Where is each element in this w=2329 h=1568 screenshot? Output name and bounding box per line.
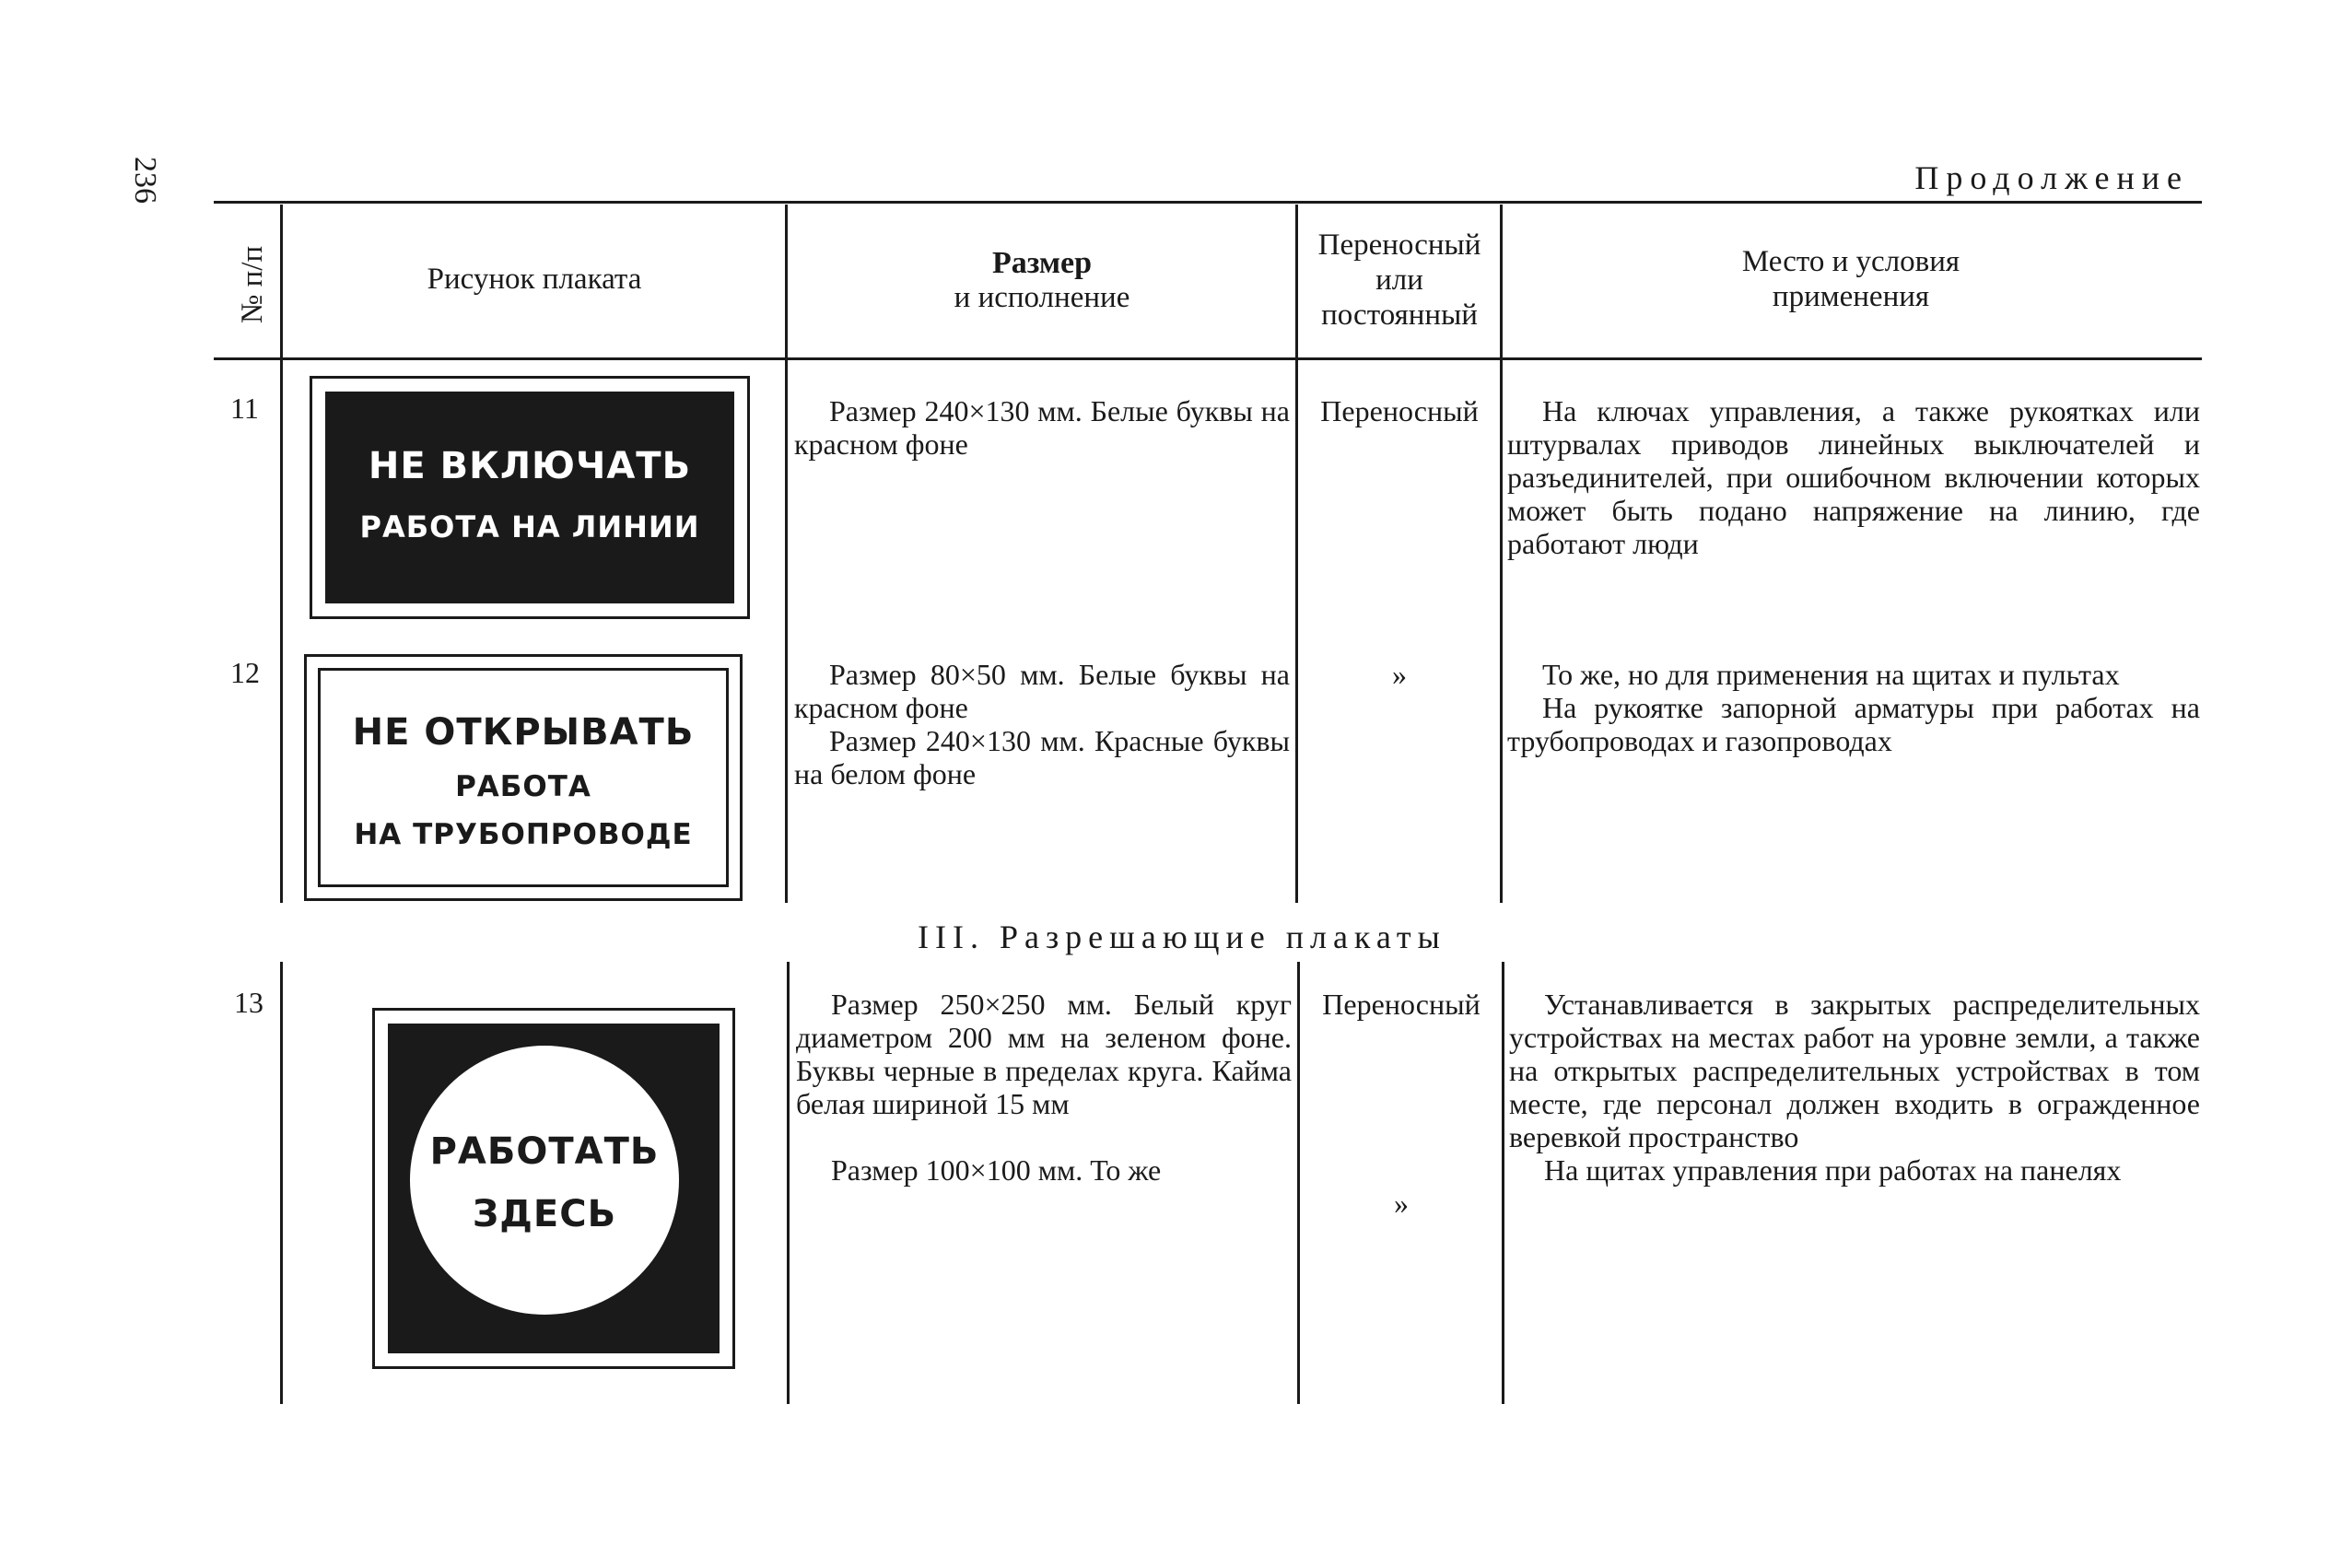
poster-13 [372,1008,735,1369]
poster-12-line3: НА ТРУБОПРОВОДЕ [354,818,693,851]
row-12-type: » [1392,658,1407,691]
row-13-place [1509,988,2200,1187]
header-picture: Рисунок плаката [427,263,642,296]
poster-11 [310,376,750,619]
row-13-type-1: Переносный [1322,988,1480,1021]
row-13-place-text-1: Устанавливается в закрытых распределительных устройствах на местах работ на уровне земли, а также на открытых распределительных устройствах в том месте, где персонал должен входить в огражденное веревкой пространство [1509,988,2200,1153]
header-place [1505,245,2196,315]
header-size-bold: Размер [991,246,1093,280]
row-13-size [796,988,1292,1187]
row-11-size [794,394,1290,461]
poster-13-line2: ЗДЕСЬ [472,1193,617,1235]
row-13-place-text-2: На щитах управления при работах на панелях [1544,1153,2122,1187]
poster-13-circle [410,1046,679,1315]
header-type-line1: Переносный [1317,228,1481,262]
row-11-place-text: На ключах управления, а также рукоятках или штурвалах приводов линейных выключателей и разъединителей, при ошибочном включении которых может быть подано напряжение на линию, где работают люди [1507,394,2200,560]
row-13-type-2: » [1394,1187,1409,1220]
row-12-number: 12 [230,656,260,689]
col-divider-3 [1295,205,1298,903]
header-type [1299,228,1500,333]
poster-11-line2: РАБОТА НА ЛИНИИ [359,509,700,544]
poster-12-line1: НЕ ОТКРЫВАТЬ [352,711,695,754]
row-13-size-text-1: Размер 250×250 мм. Белый круг диаметром 200 мм на зеленом фоне. Буквы черные в пределах круга. Кайма белая шириной 15 мм [796,988,1292,1120]
row-12-size [794,658,1290,790]
poster-11-line1: НЕ ВКЛЮЧАТЬ [368,445,692,487]
col-divider-1 [280,205,283,903]
page-number: 236 [128,157,162,204]
header-size-rest: и исполнение [954,281,1130,315]
col-divider-2b [787,962,790,1404]
poster-13-line1: РАБОТАТЬ [429,1130,660,1173]
poster-12 [304,654,743,901]
col-divider-1b [280,962,283,1404]
row-12-place [1507,658,2200,757]
header-type-line3: постоянный [1321,298,1478,332]
row-11-number: 11 [230,392,259,425]
col-divider-3b [1297,962,1300,1404]
row-12-size-text-1: Размер 80×50 мм. Белые буквы на красном фоне [794,658,1290,724]
poster-13-field [388,1024,720,1353]
continued-label: Продолжение [1914,159,2189,196]
row-13-size-text-2: Размер 100×100 мм. То же [831,1153,1162,1187]
header-place-line1: Место и условия [1741,245,1960,278]
row-12-place-text-2: На рукоятке запорной арматуры при работах на трубопроводах и газопроводах [1507,691,2200,757]
header-num: № п/п [236,245,270,324]
row-11-size-text: Размер 240×130 мм. Белые буквы на красном фоне [794,394,1290,461]
header-bottom-rule [214,357,2202,360]
section-title: III. Разрешающие плакаты [918,919,1446,955]
poster-11-field [325,392,734,603]
row-11-type: Переносный [1320,394,1479,427]
col-divider-2 [785,205,788,903]
header-type-line2: или [1375,263,1423,297]
header-size [790,245,1293,316]
col-divider-4b [1502,962,1504,1404]
col-divider-4 [1500,205,1503,903]
poster-12-field [318,668,729,887]
row-13-number: 13 [234,986,263,1019]
header-place-line2: применения [1772,279,1930,313]
table-top-rule [214,201,2202,204]
row-11-place [1507,394,2200,560]
row-12-place-text-1: То же, но для применения на щитах и пультах [1542,658,2120,691]
row-12-size-text-2: Размер 240×130 мм. Красные буквы на белом фоне [794,724,1290,790]
poster-12-line2: РАБОТА [455,770,591,803]
